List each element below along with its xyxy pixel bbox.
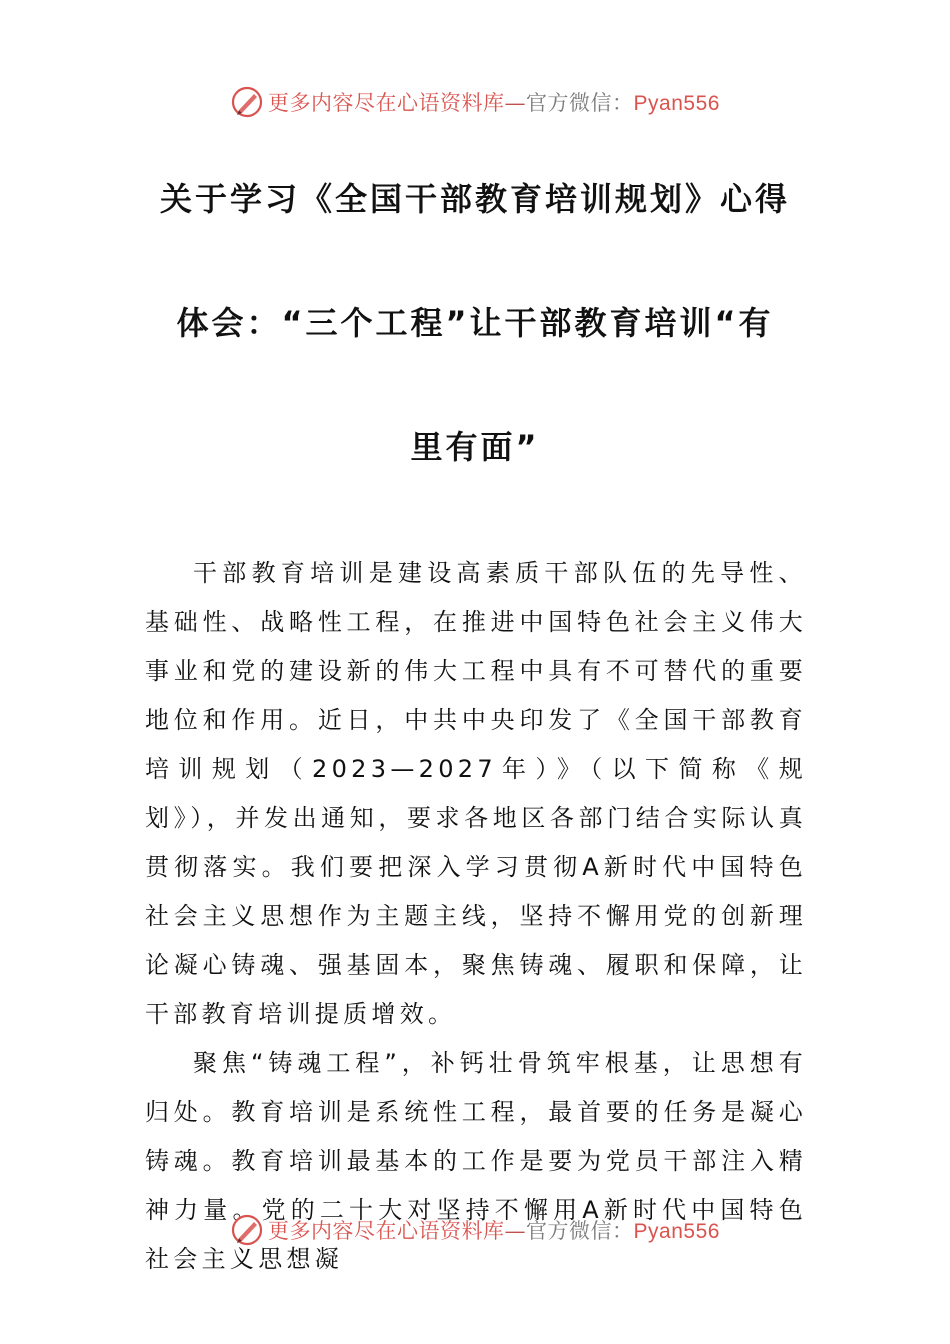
footer-banner-dash: — bbox=[504, 1219, 527, 1243]
header-banner-wechat-label: 官方微信： bbox=[526, 91, 634, 115]
title-line-2: 体会：“三个工程”让干部教育培训“有 bbox=[176, 304, 774, 342]
footer-banner-wechat-label: 官方微信： bbox=[526, 1219, 634, 1243]
header-banner-text bbox=[268, 87, 720, 117]
header-watermark-banner bbox=[0, 82, 950, 122]
header-banner-slogan: 更多内容尽在心语资料库 bbox=[268, 91, 505, 115]
body-paragraph-1: 干部教育培训是建设高素质干部队伍的先导性、基础性、战略性工程，在推进中国特色社会主义伟大事业和党的建设新的伟大工程中具有不可替代的重要地位和作用。近日，中共中央印发了《全国干部教育培训规划（2023—2027年）》（以下简称《规划》），并发出通知，要求各地区各部门结合实际认真贯彻落实。我们要把深入学习贯彻A新时代中国特色社会主义思想作为主题主线，坚持不懈用党的创新理论凝心铸魂、强基固本，聚焦铸魂、履职和保障，让干部教育培训提质增效。 bbox=[145, 559, 807, 1028]
footer-watermark-banner bbox=[0, 1210, 950, 1250]
title-line-3: 里有面” bbox=[410, 428, 540, 466]
document-title bbox=[145, 166, 805, 538]
footer-banner-text bbox=[268, 1215, 720, 1245]
header-banner-dash: — bbox=[504, 91, 527, 115]
document-body bbox=[145, 549, 807, 1284]
footer-banner-slogan: 更多内容尽在心语资料库 bbox=[268, 1219, 505, 1243]
title-line-1: 关于学习《全国干部教育培训规划》心得 bbox=[159, 180, 790, 218]
header-banner-wechat-id: Pyan556 bbox=[633, 92, 720, 115]
pen-logo-icon bbox=[230, 1213, 264, 1247]
pen-logo-icon bbox=[230, 85, 264, 119]
body-paragraph-2: 聚焦“铸魂工程”，补钙壮骨筑牢根基，让思想有归处。教育培训是系统性工程，最首要的任务是凝心铸魂。教育培训最基本的工作是要为党员干部注入精神力量。党的二十大对坚持不懈用A新时代中国特色社会主义思想凝 bbox=[145, 1049, 807, 1273]
footer-banner-wechat-id: Pyan556 bbox=[633, 1220, 720, 1243]
